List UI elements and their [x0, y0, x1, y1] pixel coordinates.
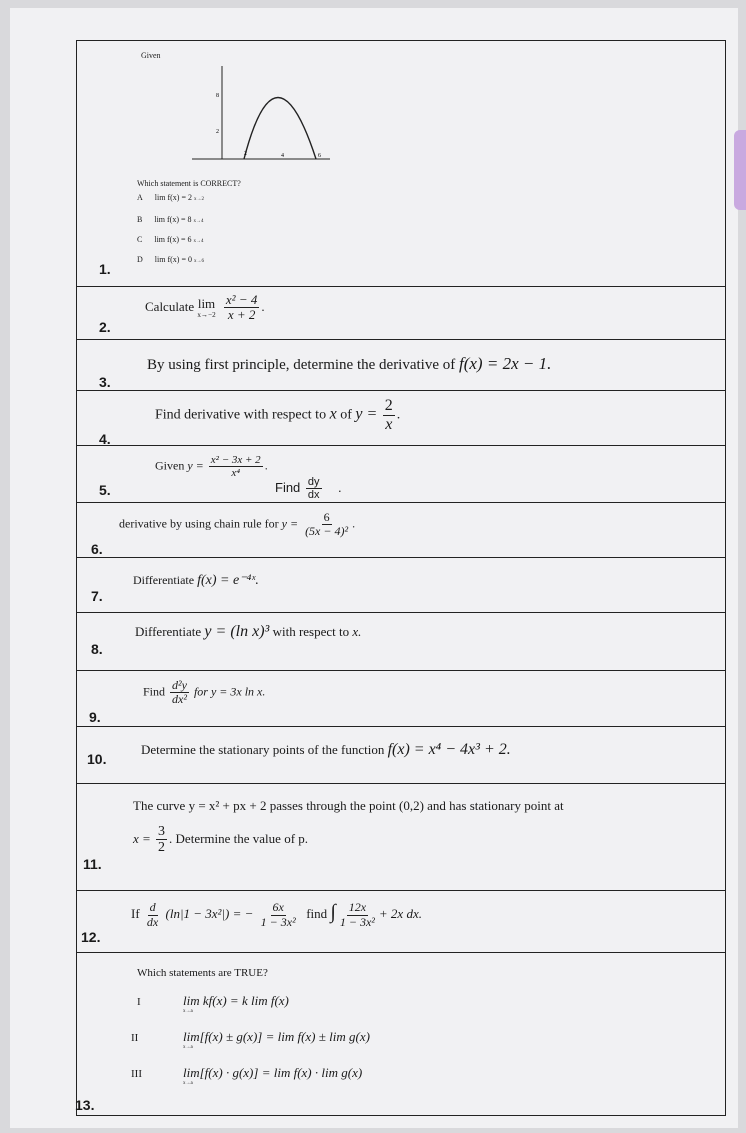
question-7	[77, 558, 725, 613]
question-5	[77, 446, 725, 503]
q4-text: Find derivative with respect to x of y = $\frac{2}{x}$ .	[155, 397, 401, 433]
option-a: A lim f(x) = 2 x→2	[137, 193, 204, 202]
option-d: D lim f(x) = 0 x→6	[137, 255, 204, 264]
q9-text: Find $\frac{\text{d²y}}{\text{dx²}}$ for y = 3x ln x.	[143, 678, 266, 707]
which-correct: Which statement is CORRECT?	[137, 179, 241, 188]
statement-ii: II lim[f(x) ± g(x)] = lim f(x) ± lim g(x) x→a	[131, 1029, 370, 1050]
option-b: B lim f(x) = 8 x→4	[137, 215, 204, 224]
q10-text: Determine the stationary points of the function f(x) = x⁴ − 4x³ + 2.	[141, 741, 511, 758]
question-10	[77, 727, 725, 784]
statement-iii: III lim[f(x) · g(x)] = lim f(x) · lim g(x) x→a	[131, 1065, 363, 1086]
q5-find: Find $\frac{dy}{dx}$ .	[275, 476, 342, 502]
question-9	[77, 671, 725, 727]
question-1	[77, 41, 725, 287]
q7-text: Differentiate f(x) = e⁻⁴ˣ.	[133, 573, 259, 588]
statement-i: I lim kf(x) = k lim f(x) x→a	[137, 993, 289, 1014]
question-number: 13.	[75, 1097, 95, 1113]
question-8	[77, 613, 725, 671]
question-number: 1.	[99, 261, 111, 277]
function-graph	[182, 61, 332, 171]
q11-line2: x = $\frac{3}{2}$ . Determine the value of p.	[133, 824, 309, 856]
q3-text: By using first principle, determine the derivative of f(x) = 2x − 1.	[147, 354, 552, 373]
question-6	[77, 503, 725, 558]
q2-text: Calculate lim x→−2 $\frac{\text{x² − 4}}{x + 2}$ .	[145, 292, 265, 323]
question-number: 2.	[99, 319, 111, 335]
question-13	[77, 953, 725, 1115]
q8-text: Differentiate y = (ln x)³ with respect to x.	[135, 623, 362, 640]
y-tick-8: 8	[216, 93, 219, 99]
x-tick-6: 6	[318, 153, 321, 159]
question-number: 11.	[83, 856, 102, 872]
x-tick-4: 4	[281, 153, 284, 159]
question-number: 3.	[99, 374, 111, 390]
question-number: 7.	[91, 588, 103, 604]
question-2	[77, 287, 725, 340]
option-c: C lim f(x) = 6 x→4	[137, 235, 204, 244]
curve	[244, 98, 316, 160]
question-sheet	[76, 40, 726, 1116]
question-number: 12.	[81, 929, 101, 945]
exam-paper	[10, 8, 738, 1128]
question-3	[77, 340, 725, 391]
x-tick-2: 2	[244, 151, 247, 157]
question-11	[77, 784, 725, 891]
q6-text: derivative by using chain rule for y = $\frac{6}{\text{(5x − 4)²}}$ .	[119, 510, 356, 539]
given-label: Given	[141, 51, 161, 60]
purple-object-edge	[734, 130, 746, 210]
q11-line1: The curve y = x² + px + 2 passes through the point (0,2) and has stationary point at	[133, 798, 564, 813]
q13-lead: Which statements are TRUE?	[137, 967, 268, 979]
question-number: 6.	[91, 541, 103, 557]
question-4	[77, 391, 725, 446]
q12-text: If $\frac{d}{dx}$ (ln|1 − 3x²|) = − $\frac{6x}{\text{1 − 3x²}}$ find ∫ $\frac{12x}{\text{1 − 3x²}}$ + 2x dx.	[131, 900, 422, 929]
question-number: 10.	[87, 751, 107, 767]
y-tick-2: 2	[216, 129, 219, 135]
question-number: 8.	[91, 641, 103, 657]
question-number: 5.	[99, 482, 111, 498]
question-12	[77, 891, 725, 953]
question-number: 4.	[99, 431, 111, 447]
question-number: 9.	[89, 709, 101, 725]
q5-text: Given y = $\frac{\text{x² − 3x + 2}}{\text{x⁴}}$ .	[155, 454, 268, 480]
